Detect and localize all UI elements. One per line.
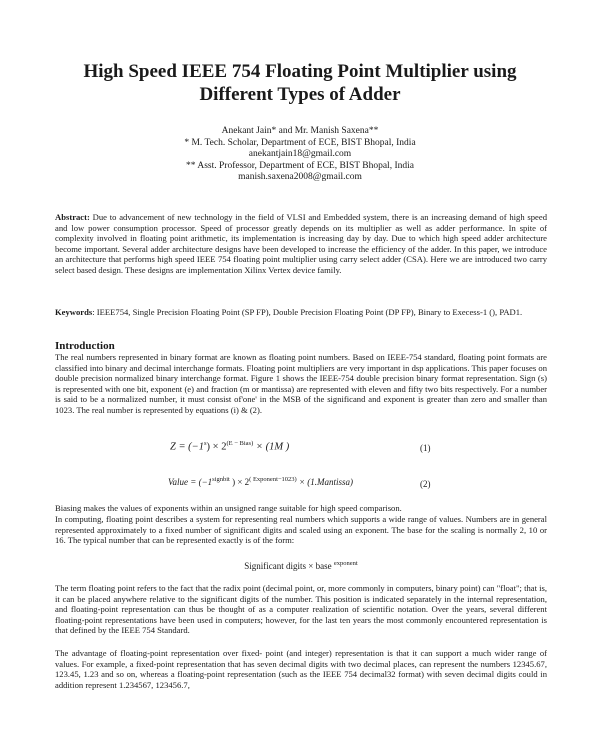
eq2-sup-exp: ( Exponent−1023) [249, 476, 297, 483]
eq1-mid: ) × 2 [206, 441, 227, 453]
eq1-rhs: × (1M ) [253, 441, 290, 453]
formula-exponent: exponent [333, 560, 358, 567]
author-email-2: manish.saxena2008@gmail.com [238, 172, 362, 183]
equation-1 [170, 440, 289, 453]
keywords [55, 307, 547, 318]
eq2-rhs: × (1.Mantissa) [296, 477, 354, 487]
equation-2-number: (2) [420, 479, 431, 489]
abstract-label: Abstract: [55, 212, 90, 222]
abstract [55, 212, 547, 276]
computing-paragraph: In computing, floating point describes a system for representing real numbers which supports a wide range of values. Numbers are in general represented approximately to a fixed number of significant digits and scaled using an exponent. The base for the scaling is normally 2, 10 or 16. The typical number that can be represented exactly is of the form: [55, 514, 547, 546]
author-block [40, 126, 560, 184]
intro-paragraph: The real numbers represented in binary format are known as floating point numbers. Based on IEEE-754 standard, floating point formats are classified into binary and decimal interchange formats. Floating point multipliers are very important in dsp applications. This paper focuses on double precision normalized binary interchange format. Figure 1 shows the IEEE-754 double precision binary format representation. Sign (s) is represented with one bit, exponent (e) and fraction (m or mantissa) are represented with eleven and fifty two bits respectively. For a number is said to be a normalized number, it must consist of'one' in the MSB of the significand and exponent is greater than zero and smaller than 1023. The real number is represented by equations (i) & (2). [55, 352, 547, 415]
eq2-sup-signbit: signbit [212, 476, 230, 483]
advantage-paragraph: The advantage of floating-point representation over fixed- point (and integer) representation is that it can support a much wider range of values. For example, a fixed-point representation that has seven decimal digits with two decimal places, can represent the numbers 12345.67, 123.45, 1.23 and so on, whereas a floating-point representation (such as the IEEE 754 decimal32 format) with seven decimal digits could in addition represent 1.234567, 123456.7, [55, 648, 547, 690]
significant-digits-formula [55, 560, 547, 571]
author-names: Anekant Jain* and Mr. Manish Saxena** [221, 126, 379, 136]
equation-2 [168, 476, 353, 487]
eq2-mid: ) × 2 [229, 477, 250, 487]
title-line-2: Different Types of Adder [199, 84, 401, 105]
title-line-1: High Speed IEEE 754 Floating Point Multiplier using [83, 61, 517, 82]
equation-1-number: (1) [420, 443, 431, 453]
eq1-sup-exp: (E − Bias) [226, 440, 254, 447]
keywords-label: Keywords [55, 307, 93, 317]
term-paragraph: The term floating point refers to the fact that the radix point (decimal point, or, more commonly in computers, binary point) can "float"; that is, it can be placed anywhere relative to the significant digits of the number. This position is indicated separately in the internal representation, and floating-point representation can thus be thought of as a computer realization of scientific notation. Over the years, several different floating-point representations have been used in computers; however, for the last ten years the most commonly encountered representation is that defined by the IEEE 754 Standard. [55, 583, 547, 636]
section-heading-introduction: Introduction [55, 340, 115, 352]
author-email-1: anekantjain18@gmail.com [248, 149, 352, 160]
eq1-sup-s: s [204, 440, 207, 447]
abstract-text: Due to advancement of new technology in the field of VLSI and Embedded system, there is an increasing demand of high speed and low power consumption processor. Speed of processor greatly depends on its multiplier as well as adder performance. In spite of complexity involved in floating point arithmetic, its implementation is increasing day by day. Due to which high speed adder architecture become important. Several adder architecture designs have been developed to increase the efficiency of the adder. In this paper, we introduce an architecture that performs high speed IEEE 754 floating point multiplier using carry select adder (CSA). Here we are introduced two carry select based design. These designs are implementation Xilinx Vertex device family. [55, 212, 547, 275]
formula-base: Significant digits × base [244, 561, 332, 571]
eq1-lhs: Z = (−1 [170, 441, 205, 453]
paper-title [40, 60, 560, 106]
keywords-text: : IEEE754, Single Precision Floating Point (SP FP), Double Precision Floating Point (DP FP), Binary to Execess-1 (), PAD1. [92, 307, 523, 317]
eq2-lhs: Value = (−1 [168, 477, 213, 487]
author-affiliation-2: ** Asst. Professor, Department of ECE, BIST Bhopal, India [186, 160, 414, 171]
bias-paragraph: Biasing makes the values of exponents within an unsigned range suitable for high speed comparison. [55, 503, 402, 513]
author-affiliation-1: * M. Tech. Scholar, Department of ECE, BIST Bhopal, India [184, 137, 416, 148]
